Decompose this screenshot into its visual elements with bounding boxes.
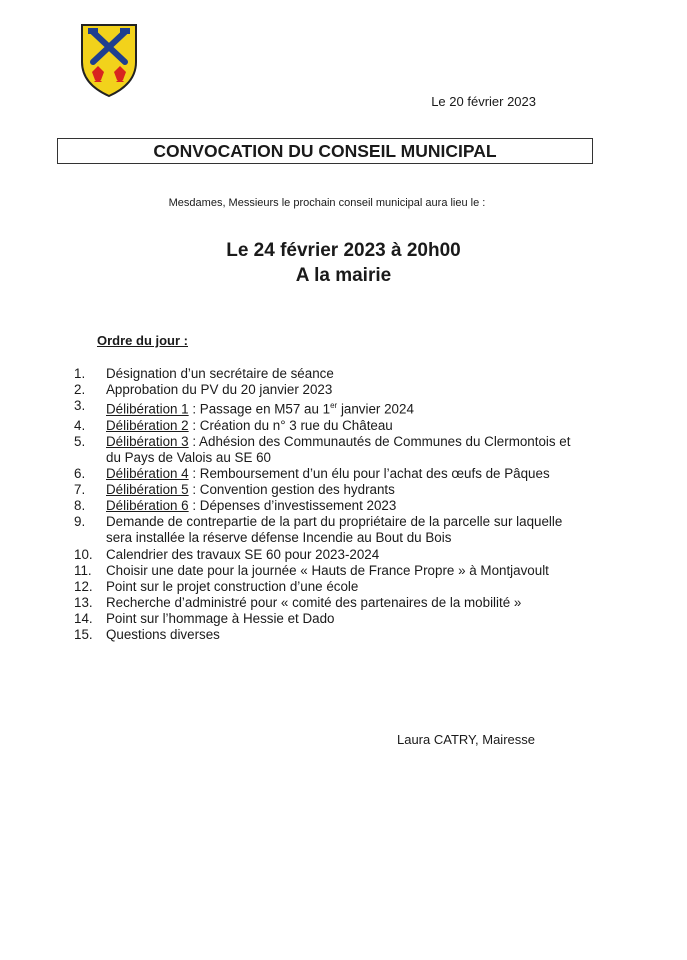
agenda-item-text: Désignation d’un secrétaire de séance	[106, 366, 334, 381]
agenda-item-text: Approbation du PV du 20 janvier 2023	[106, 382, 333, 398]
agenda-item	[0, 434, 586, 466]
agenda-item-deliberation-label: Délibération 6	[106, 498, 189, 514]
agenda-item	[0, 366, 586, 382]
agenda-item-number: 6.	[74, 466, 86, 482]
agenda-item-text: Recherche d’administré pour « comité des partenaires de la mobilité »	[106, 594, 522, 610]
agenda-item-superscript: er	[330, 401, 338, 411]
agenda-item-text: : Dépenses d’investissement 2023	[188, 498, 397, 514]
agenda-item-deliberation-label: Délibération 5	[106, 482, 189, 498]
agenda-item	[0, 563, 586, 579]
agenda-item-number: 13.	[74, 594, 93, 610]
agenda-item-text: : Création du n° 3 rue du Château	[188, 417, 393, 433]
agenda-item-number: 14.	[74, 610, 93, 626]
agenda-item-number: 11.	[74, 562, 92, 578]
agenda-item	[0, 482, 586, 498]
agenda-item-deliberation-label: Délibération 2	[106, 417, 189, 433]
municipal-coat-of-arms-icon	[80, 22, 138, 98]
agenda-item-number: 7.	[74, 482, 86, 498]
agenda-item-number: 2.	[74, 382, 86, 398]
agenda-item-text: Choisir une date pour la journée « Hauts de France Propre » à Montjavoult	[106, 562, 549, 578]
agenda-item-text: Calendrier des travaux SE 60 pour 2023-2024	[106, 546, 380, 562]
agenda-item-text: Questions diverses	[106, 626, 220, 642]
agenda-list	[0, 366, 687, 643]
meeting-location: A la mairie	[295, 265, 392, 286]
signature: Laura CATRY, Mairesse	[396, 732, 535, 747]
agenda-item	[0, 579, 586, 595]
agenda-item-number: 10.	[74, 546, 93, 562]
agenda-item-number: 15.	[74, 626, 93, 642]
meeting-datetime: Le 24 février 2023 à 20h00	[226, 240, 461, 261]
agenda-item-text: Demande de contrepartie de la part du propriétaire de la parcelle sur laquelle sera installée la réserve défense Incendie au Bout du Bois	[106, 514, 563, 546]
agenda-item	[0, 595, 586, 611]
agenda-item-deliberation-label: Délibération 4	[106, 466, 189, 482]
agenda-item-number: 4.	[74, 417, 86, 433]
intro-text: Mesdames, Messieurs le prochain conseil municipal aura lieu le :	[168, 197, 486, 209]
agenda-item	[0, 611, 586, 627]
agenda-item	[0, 418, 586, 434]
agenda-item-deliberation-label: Délibération 1	[106, 401, 189, 417]
letter-date: Le 20 février 2023	[431, 94, 536, 109]
agenda-item-text: Point sur l’hommage à Hessie et Dado	[106, 610, 335, 626]
meeting-details	[0, 238, 687, 288]
agenda-item-text: : Convention gestion des hydrants	[188, 482, 395, 498]
document-title: CONVOCATION DU CONSEIL MUNICIPAL	[57, 138, 593, 164]
agenda-item	[0, 498, 586, 514]
agenda-item-text: : Remboursement d’un élu pour l’achat des œufs de Pâques	[188, 466, 550, 482]
agenda-item-text-tail: janvier 2024	[337, 401, 414, 417]
agenda-item	[0, 514, 586, 546]
agenda-item	[0, 627, 586, 643]
agenda-item-deliberation-label: Délibération 3	[106, 433, 189, 449]
agenda-item	[0, 382, 586, 398]
agenda-item-text: : Adhésion des Communautés de Communes du Clermontois et du Pays de Valois au SE 60	[106, 433, 571, 465]
agenda-item	[0, 466, 586, 482]
agenda-item-number: 9.	[74, 514, 86, 530]
agenda-item	[0, 547, 586, 563]
agenda-item-number: 5.	[74, 433, 86, 449]
agenda-item-number: 12.	[74, 578, 93, 594]
agenda-item-text: : Passage en M57 au 1	[188, 401, 331, 417]
agenda-item	[0, 398, 586, 418]
agenda-item-text: Point sur le projet construction d’une école	[106, 578, 359, 594]
agenda-heading: Ordre du jour :	[97, 333, 188, 348]
agenda-item-number: 1.	[74, 366, 86, 381]
agenda-item-number: 3.	[74, 398, 86, 414]
agenda-item-number: 8.	[74, 498, 86, 514]
